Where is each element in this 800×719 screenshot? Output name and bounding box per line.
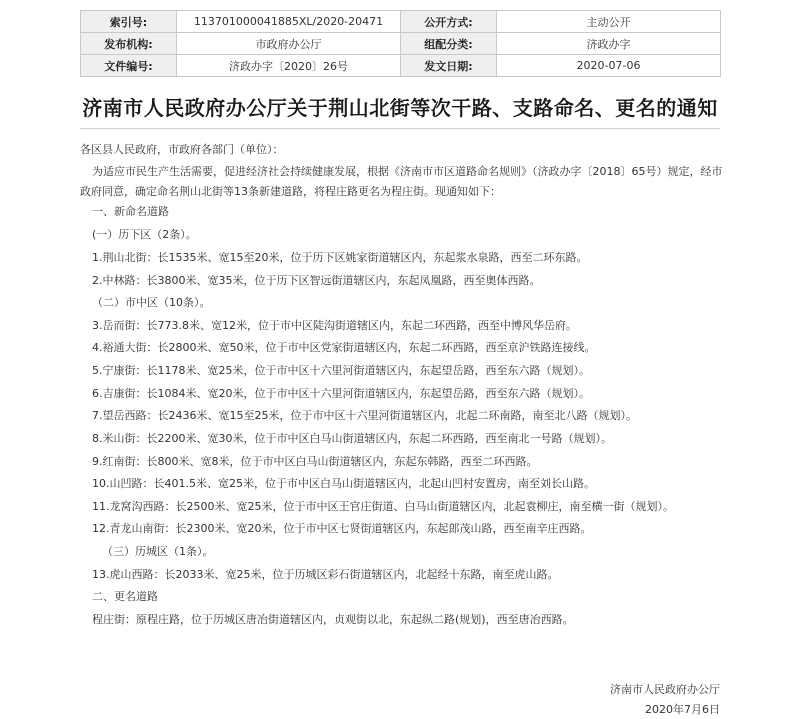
category-label: 组配分类: xyxy=(401,33,497,55)
road-item: 6.吉康街：长1084米、宽20米，位于市中区十六里河街道辖区内，东起望岳路，西至东六路（规划）。 xyxy=(92,387,590,400)
road-item: 11.龙窝沟西路：长2500米、宽25米，位于市中区王官庄街道、白马山街道辖区内，北起袁柳庄，南至横一街（规划）。 xyxy=(92,500,674,513)
district-heading-shizhong: （二）市中区（10条）。 xyxy=(92,296,211,309)
intro-paragraph-line-1: 为适应市民生产生活需要，促进经济社会持续健康发展，根据《济南市市区道路命名规则》（济政办字〔2018〕65号）规定，经市 xyxy=(92,165,723,178)
issuer-label: 发布机构: xyxy=(81,33,177,55)
road-item: 7.望岳西路：长2436米、宽15至25米，位于市中区十六里河街道辖区内，北起二环南路，南至北八路（规划）。 xyxy=(92,409,637,422)
index-label: 索引号: xyxy=(81,11,177,33)
district-heading-lixia: (一）历下区（2条）。 xyxy=(92,228,197,241)
document-meta-table xyxy=(80,10,721,77)
road-item: 12.青龙山南街：长2300米、宽20米，位于市中区七贤街道辖区内，东起郎茂山路，西至南辛庄西路。 xyxy=(92,522,592,535)
road-item: 1.荆山北街：长1535米、宽15至20米，位于历下区姚家街道辖区内，东起浆水泉路，西至二环东路。 xyxy=(92,251,588,264)
title-divider xyxy=(80,128,720,129)
section-heading-renamed-roads: 二、更名道路 xyxy=(92,590,158,603)
section-heading-new-roads: 一、新命名道路 xyxy=(92,205,169,218)
district-heading-licheng: （三）历城区（1条）。 xyxy=(102,545,214,558)
date-label: 发文日期: xyxy=(401,55,497,77)
doc-no-label: 文件编号: xyxy=(81,55,177,77)
document-title: 济南市人民政府办公厅关于荆山北街等次干路、支路命名、更名的通知 xyxy=(82,96,718,120)
signature-date: 2020年7月6日 xyxy=(645,703,720,716)
road-item: 5.宁康街：长1178米、宽25米，位于市中区十六里河街道辖区内，东起望岳路，西至东六路（规划）。 xyxy=(92,364,590,377)
road-item: 10.山凹路：长401.5米、宽25米，位于市中区白马山街道辖区内，北起山凹村安置房，南至刘长山路。 xyxy=(92,477,595,490)
issuer-value: 市政府办公厅 xyxy=(177,33,401,55)
road-item: 8.米山街：长2200米、宽30米，位于市中区白马山街道辖区内，东起二环西路，西至南北一号路（规划）。 xyxy=(92,432,612,445)
road-item: 3.岳而街：长773.8米、宽12米，位于市中区陡沟街道辖区内，东起二环西路，西至中博风华岳府。 xyxy=(92,319,577,332)
meta-row-index xyxy=(81,11,721,33)
meta-row-docno xyxy=(81,55,721,77)
signature-org: 济南市人民政府办公厅 xyxy=(610,683,720,696)
salutation: 各区县人民政府，市政府各部门（单位）： xyxy=(80,143,284,156)
intro-paragraph-line-2: 政府同意，确定命名荆山北街等13条新建道路，将程庄路更名为程庄街。现通知如下： xyxy=(80,185,501,198)
meta-row-issuer xyxy=(81,33,721,55)
index-value: 113701000041885XL/2020-20471 xyxy=(177,11,401,33)
road-item: 9.红南街：长800米、宽8米，位于市中区白马山街道辖区内，东起东韩路，西至二环西路。 xyxy=(92,455,538,468)
road-item: 2.中林路：长3800米、宽35米，位于历下区智远街道辖区内，东起凤凰路，西至奥体西路。 xyxy=(92,274,541,287)
category-value: 济政办字 xyxy=(497,33,721,55)
road-item: 4.裕通大街：长2800米、宽50米，位于市中区党家街道辖区内，东起二环西路，西至京沪铁路连接线。 xyxy=(92,341,596,354)
rename-item: 程庄街：原程庄路，位于历城区唐冶街道辖区内，贞观街以北，东起纵二路(规划)，西至唐冶西路。 xyxy=(92,613,574,626)
publish-mode-label: 公开方式: xyxy=(401,11,497,33)
road-item: 13.虎山西路：长2033米、宽25米，位于历城区彩石街道辖区内，北起经十东路，南至虎山路。 xyxy=(92,568,559,581)
doc-no-value: 济政办字〔2020〕26号 xyxy=(177,55,401,77)
date-value: 2020-07-06 xyxy=(497,55,721,77)
publish-mode-value: 主动公开 xyxy=(497,11,721,33)
